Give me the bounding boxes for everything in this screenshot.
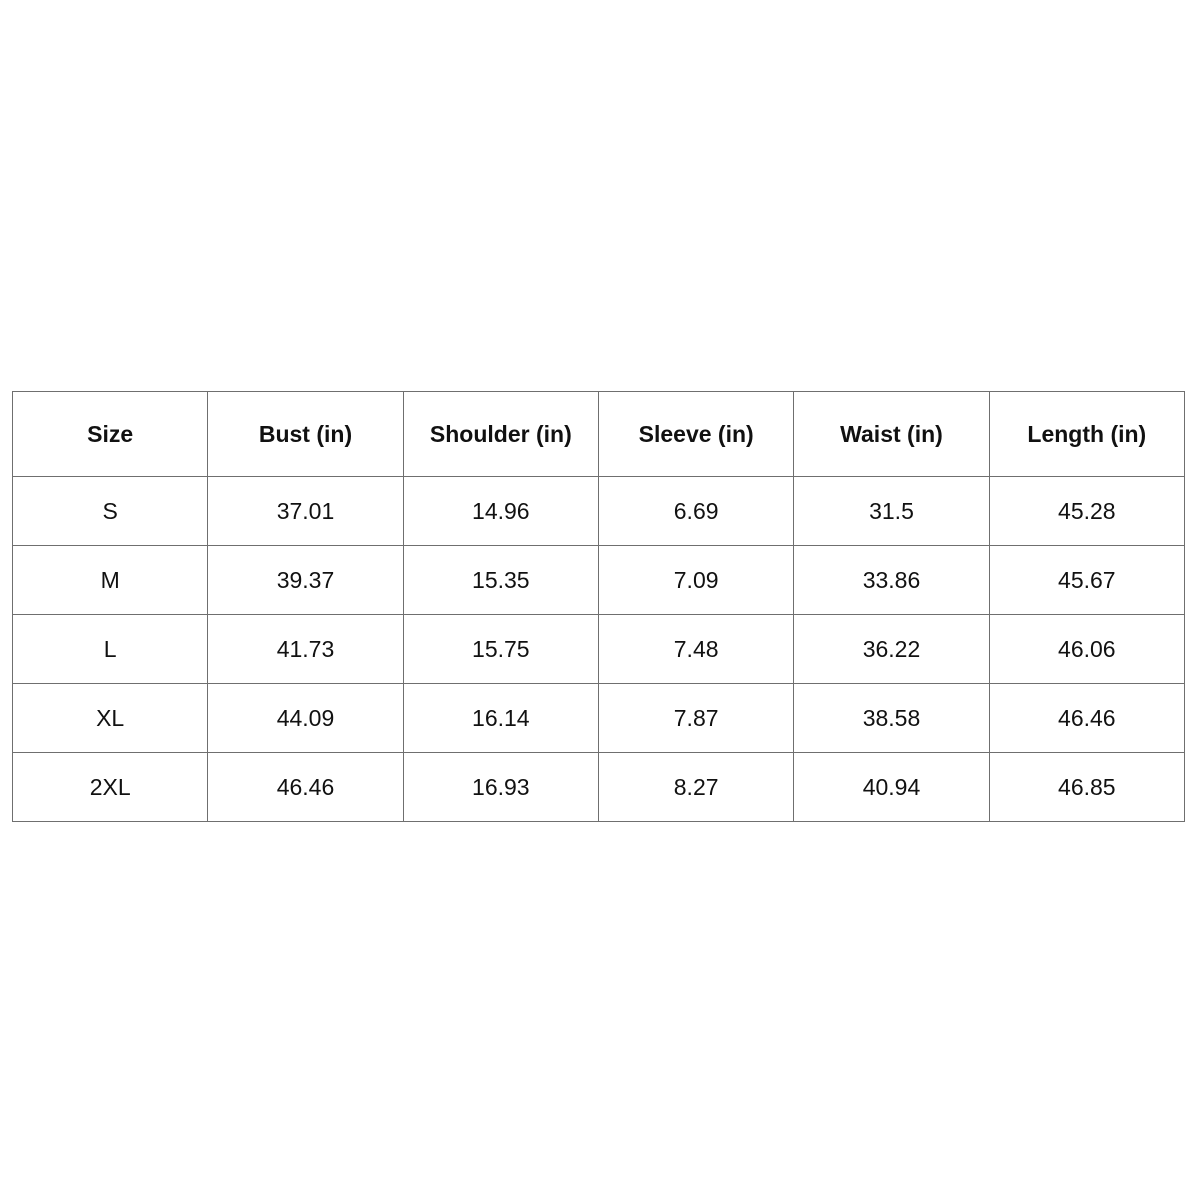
cell-length: 46.46 [989, 684, 1184, 753]
cell-waist: 40.94 [794, 753, 989, 822]
cell-sleeve: 6.69 [598, 477, 793, 546]
cell-shoulder: 16.93 [403, 753, 598, 822]
cell-length: 45.67 [989, 546, 1184, 615]
cell-bust: 39.37 [208, 546, 403, 615]
cell-bust: 37.01 [208, 477, 403, 546]
cell-length: 46.85 [989, 753, 1184, 822]
size-chart-table [12, 391, 1185, 822]
header-size: Size [13, 392, 208, 477]
cell-length: 46.06 [989, 615, 1184, 684]
table-body [13, 477, 1185, 822]
cell-sleeve: 7.87 [598, 684, 793, 753]
table-row [13, 684, 1185, 753]
table-header [13, 392, 1185, 477]
cell-shoulder: 15.75 [403, 615, 598, 684]
cell-size: XL [13, 684, 208, 753]
table-row [13, 546, 1185, 615]
table-row [13, 615, 1185, 684]
cell-bust: 41.73 [208, 615, 403, 684]
header-shoulder: Shoulder (in) [403, 392, 598, 477]
header-length: Length (in) [989, 392, 1184, 477]
cell-waist: 36.22 [794, 615, 989, 684]
cell-size: L [13, 615, 208, 684]
cell-shoulder: 15.35 [403, 546, 598, 615]
cell-bust: 44.09 [208, 684, 403, 753]
cell-waist: 38.58 [794, 684, 989, 753]
cell-shoulder: 14.96 [403, 477, 598, 546]
cell-size: 2XL [13, 753, 208, 822]
cell-length: 45.28 [989, 477, 1184, 546]
cell-sleeve: 8.27 [598, 753, 793, 822]
header-bust: Bust (in) [208, 392, 403, 477]
header-row [13, 392, 1185, 477]
header-waist: Waist (in) [794, 392, 989, 477]
cell-size: M [13, 546, 208, 615]
cell-sleeve: 7.48 [598, 615, 793, 684]
cell-waist: 33.86 [794, 546, 989, 615]
cell-shoulder: 16.14 [403, 684, 598, 753]
cell-bust: 46.46 [208, 753, 403, 822]
cell-size: S [13, 477, 208, 546]
cell-sleeve: 7.09 [598, 546, 793, 615]
table-row [13, 753, 1185, 822]
header-sleeve: Sleeve (in) [598, 392, 793, 477]
cell-waist: 31.5 [794, 477, 989, 546]
table-row [13, 477, 1185, 546]
